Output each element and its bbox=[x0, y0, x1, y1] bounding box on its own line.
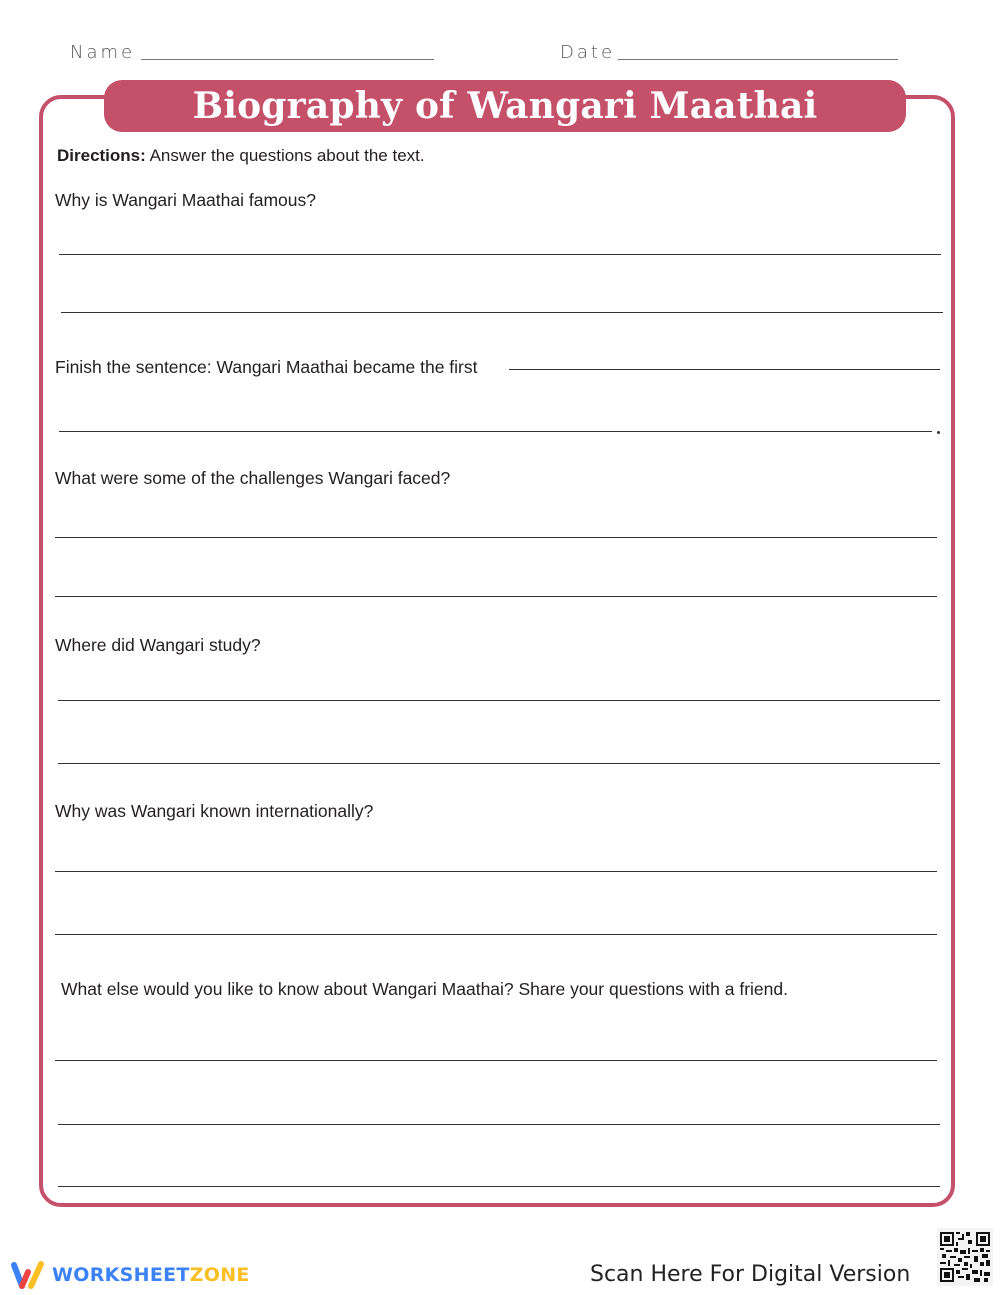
answer-line-5a[interactable] bbox=[55, 871, 937, 872]
directions bbox=[57, 146, 425, 166]
answer-line-1b[interactable] bbox=[61, 312, 943, 313]
brand-part-zone: ZONE bbox=[189, 1264, 250, 1286]
title-banner bbox=[104, 80, 906, 132]
directions-label: Directions: bbox=[57, 146, 146, 165]
period-mark bbox=[937, 431, 940, 434]
brand-name bbox=[52, 1264, 250, 1286]
question-6: What else would you like to know about Wangari Maathai? Share your questions with a friend. bbox=[61, 979, 788, 999]
name-field[interactable] bbox=[141, 59, 434, 60]
answer-line-4b[interactable] bbox=[58, 763, 940, 764]
answer-line-4a[interactable] bbox=[58, 700, 940, 701]
worksheetzone-logo[interactable] bbox=[10, 1260, 250, 1290]
worksheet-title: Biography of Wangari Maathai bbox=[192, 85, 818, 127]
question-1: Why is Wangari Maathai famous? bbox=[55, 190, 316, 210]
date-label: Date bbox=[560, 42, 616, 63]
answer-line-6c[interactable] bbox=[58, 1186, 940, 1187]
answer-line-3a[interactable] bbox=[55, 537, 937, 538]
directions-text: Answer the questions about the text. bbox=[149, 146, 425, 165]
answer-line-5b[interactable] bbox=[55, 934, 937, 935]
w-logo-icon bbox=[10, 1260, 46, 1290]
answer-line-2b[interactable] bbox=[59, 431, 932, 432]
brand-part-worksheet: WORKSHEET bbox=[52, 1264, 190, 1286]
question-5: Why was Wangari known internationally? bbox=[55, 801, 374, 821]
qr-code-icon[interactable] bbox=[937, 1228, 993, 1286]
date-field[interactable] bbox=[618, 59, 898, 60]
scan-caption: Scan Here For Digital Version bbox=[590, 1262, 911, 1287]
answer-line-1a[interactable] bbox=[59, 254, 941, 255]
question-2: Finish the sentence: Wangari Maathai became the first bbox=[55, 357, 478, 377]
answer-line-3b[interactable] bbox=[55, 596, 937, 597]
name-label: Name bbox=[70, 42, 136, 63]
answer-line-2a[interactable] bbox=[509, 369, 940, 370]
question-3: What were some of the challenges Wangari faced? bbox=[55, 468, 451, 488]
question-4: Where did Wangari study? bbox=[55, 635, 261, 655]
answer-line-6a[interactable] bbox=[55, 1060, 937, 1061]
answer-line-6b[interactable] bbox=[58, 1124, 940, 1125]
